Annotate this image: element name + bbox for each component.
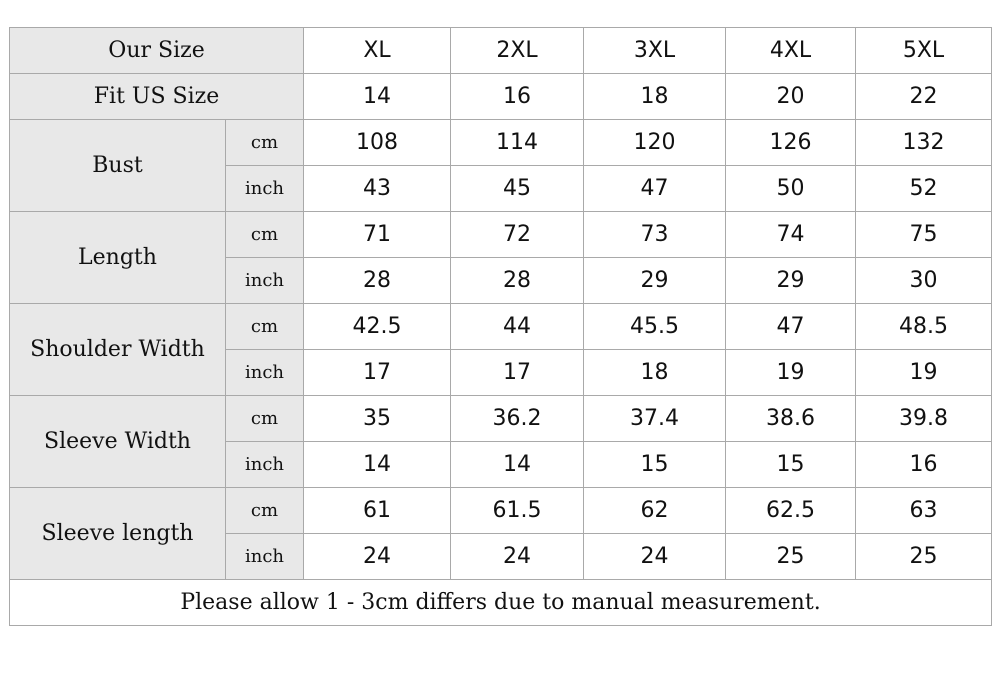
measurement-value-cell: 16 [856,442,992,488]
unit-label: cm [226,120,304,166]
unit-label: inch [226,442,304,488]
measurement-value-cell: 47 [584,166,726,212]
measurement-row [10,488,992,534]
measurement-value-cell: 45.5 [584,304,726,350]
measurement-name: Bust [10,120,226,212]
size-header-cell: 4XL [726,28,856,74]
measurement-row [10,396,992,442]
measurement-value-cell: 48.5 [856,304,992,350]
measurement-value-cell: 14 [304,442,451,488]
measurement-value-cell: 47 [726,304,856,350]
measurement-value-cell: 15 [726,442,856,488]
measurement-value-cell: 19 [726,350,856,396]
size-chart-table [9,27,992,626]
measurement-value-cell: 38.6 [726,396,856,442]
measurement-name: Shoulder Width [10,304,226,396]
size-header-cell: XL [304,28,451,74]
measurement-value-cell: 30 [856,258,992,304]
measurement-name: Sleeve length [10,488,226,580]
measurement-value-cell: 126 [726,120,856,166]
header-row [10,28,992,74]
measurement-value-cell: 73 [584,212,726,258]
unit-label: cm [226,396,304,442]
measurement-value-cell: 114 [451,120,584,166]
measurement-value-cell: 15 [584,442,726,488]
fit-us-value-cell: 18 [584,74,726,120]
fit-us-value-cell: 20 [726,74,856,120]
measurement-value-cell: 28 [304,258,451,304]
measurement-value-cell: 108 [304,120,451,166]
measurement-value-cell: 132 [856,120,992,166]
measurement-name: Length [10,212,226,304]
measurement-value-cell: 28 [451,258,584,304]
unit-label: cm [226,488,304,534]
measurement-value-cell: 39.8 [856,396,992,442]
measurement-value-cell: 62.5 [726,488,856,534]
size-header-cell: 2XL [451,28,584,74]
unit-label: cm [226,304,304,350]
measurement-value-cell: 61.5 [451,488,584,534]
measurement-row [10,120,992,166]
unit-label: inch [226,534,304,580]
size-chart-body [10,28,992,626]
measurement-value-cell: 61 [304,488,451,534]
fit-us-value-cell: 22 [856,74,992,120]
fit-us-row [10,74,992,120]
size-header-cell: 3XL [584,28,726,74]
fit-us-value-cell: 16 [451,74,584,120]
measurement-value-cell: 14 [451,442,584,488]
unit-label: inch [226,350,304,396]
fit-us-size-label: Fit US Size [10,74,304,120]
measurement-value-cell: 19 [856,350,992,396]
measurement-value-cell: 36.2 [451,396,584,442]
measurement-value-cell: 71 [304,212,451,258]
our-size-label: Our Size [10,28,304,74]
measurement-value-cell: 25 [726,534,856,580]
measurement-value-cell: 63 [856,488,992,534]
measurement-value-cell: 52 [856,166,992,212]
measurement-note: Please allow 1 - 3cm differs due to manual measurement. [10,580,992,626]
measurement-value-cell: 72 [451,212,584,258]
measurement-value-cell: 18 [584,350,726,396]
fit-us-value-cell: 14 [304,74,451,120]
measurement-row [10,304,992,350]
measurement-value-cell: 74 [726,212,856,258]
measurement-value-cell: 17 [451,350,584,396]
measurement-value-cell: 29 [726,258,856,304]
footer-row [10,580,992,626]
measurement-value-cell: 24 [304,534,451,580]
measurement-value-cell: 24 [584,534,726,580]
measurement-value-cell: 43 [304,166,451,212]
measurement-value-cell: 42.5 [304,304,451,350]
measurement-value-cell: 17 [304,350,451,396]
unit-label: cm [226,212,304,258]
measurement-value-cell: 24 [451,534,584,580]
unit-label: inch [226,258,304,304]
measurement-value-cell: 120 [584,120,726,166]
measurement-value-cell: 35 [304,396,451,442]
measurement-value-cell: 62 [584,488,726,534]
measurement-value-cell: 29 [584,258,726,304]
measurement-row [10,212,992,258]
unit-label: inch [226,166,304,212]
measurement-value-cell: 44 [451,304,584,350]
measurement-value-cell: 50 [726,166,856,212]
measurement-value-cell: 25 [856,534,992,580]
measurement-value-cell: 75 [856,212,992,258]
measurement-value-cell: 37.4 [584,396,726,442]
measurement-name: Sleeve Width [10,396,226,488]
measurement-value-cell: 45 [451,166,584,212]
size-header-cell: 5XL [856,28,992,74]
